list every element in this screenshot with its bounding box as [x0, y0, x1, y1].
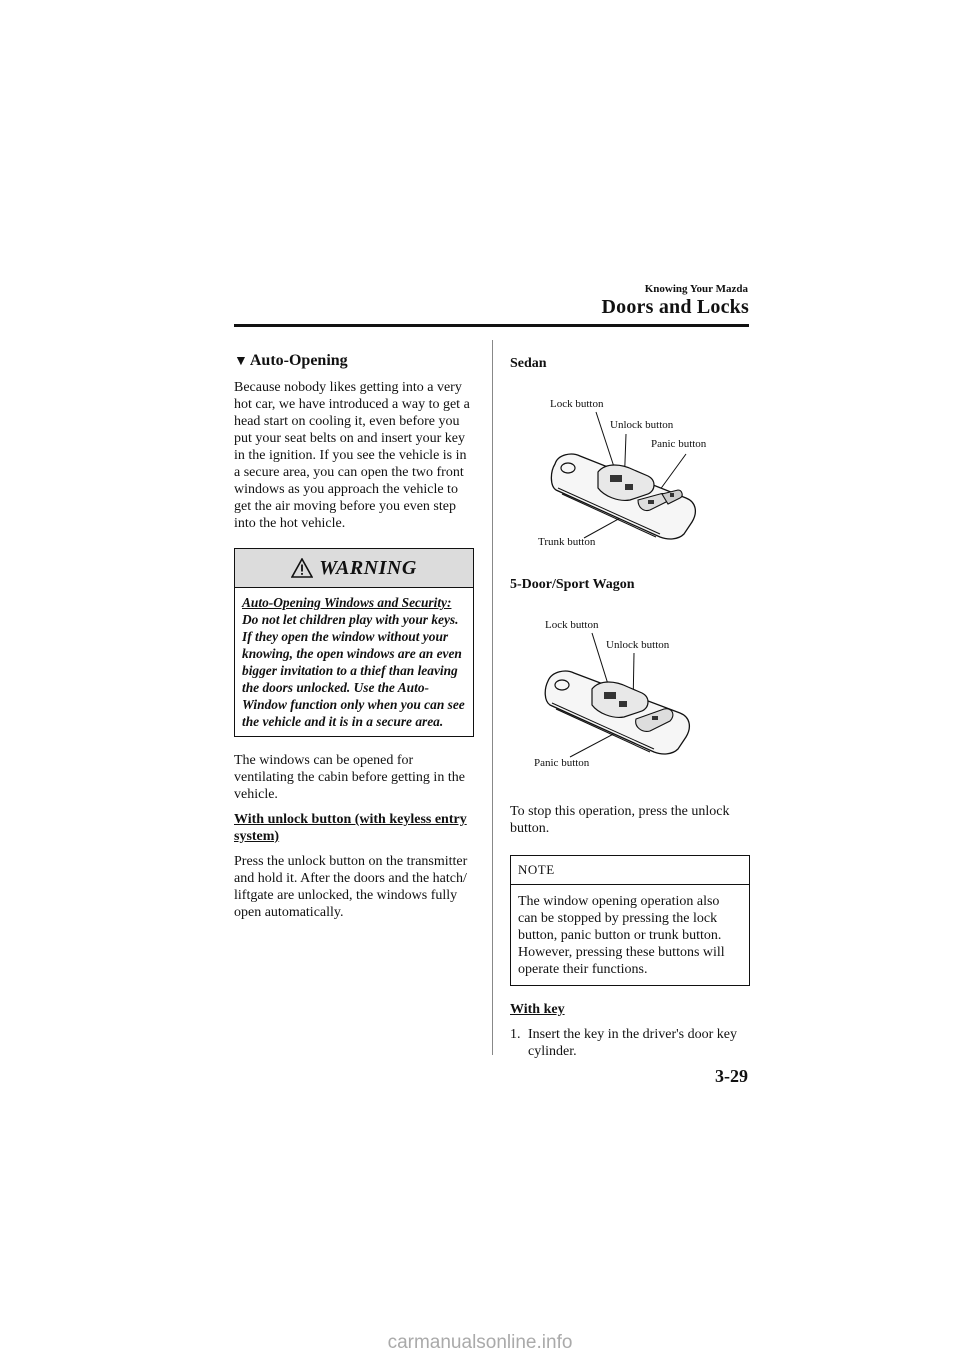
- warning-header: [235, 549, 473, 588]
- wagon-figure-title: 5-Door/Sport Wagon: [510, 577, 635, 592]
- wagon-lock-label: Lock button: [545, 619, 599, 631]
- sedan-key-figure: [510, 372, 750, 567]
- with-key-subheading: With key: [510, 1002, 565, 1017]
- warning-box: [234, 548, 474, 737]
- ventilating-paragraph: The windows can be opened for ventilating the cabin before getting in the vehicle.: [234, 753, 465, 802]
- warning-body: [235, 588, 473, 736]
- keyless-subheading: With unlock button (with keyless entry system): [234, 812, 467, 844]
- keyless-paragraph: Press the unlock button on the transmitter and hold it. After the doors and the hatch/ liftgate are unlocked, the windows fully open automatically.: [234, 854, 468, 920]
- note-label: NOTE: [511, 856, 749, 885]
- header-chapter: Knowing Your Mazda: [644, 283, 748, 295]
- step-1-text: Insert the key in the driver's door key cylinder.: [528, 1027, 737, 1059]
- note-body: The window opening operation also can be stopped by pressing the lock button, panic button or trunk button. However, pressing these buttons will operate their functions.: [518, 894, 725, 977]
- sedan-panic-label: Panic button: [651, 438, 707, 450]
- header-section-title: Doors and Locks: [601, 296, 749, 318]
- header-rule: [234, 324, 749, 327]
- sedan-lock-label: Lock button: [550, 398, 604, 410]
- step-1-number: 1.: [510, 1027, 521, 1042]
- warning-label: WARNING: [319, 556, 417, 579]
- sedan-unlock-label: Unlock button: [610, 419, 674, 431]
- warning-text: Do not let children play with your keys. If they open the window without your knowing, the open windows are an even bigger invitation to a thief than leaving the doors unlocked. Use the Auto-Window function only when you can see the vehicle and it is in a secure area.: [242, 612, 465, 729]
- step-1: [510, 1026, 750, 1060]
- wagon-key-figure: [510, 593, 750, 783]
- warning-triangle-icon: [291, 558, 313, 578]
- watermark: carmanualsonline.info: [387, 1332, 573, 1353]
- wagon-unlock-label: Unlock button: [606, 639, 670, 651]
- note-box: [510, 855, 750, 986]
- column-divider: [492, 340, 493, 1055]
- section-heading: [234, 352, 474, 370]
- left-column: [234, 352, 474, 921]
- wagon-panic-label: Panic button: [534, 757, 590, 769]
- section-title-text: Auto-Opening: [249, 352, 348, 369]
- sedan-key-fob-drawing: [510, 372, 750, 567]
- triangle-bullet-icon: ▼: [234, 354, 248, 369]
- warning-title: Auto-Opening Windows and Security:: [242, 595, 452, 610]
- right-column: [510, 356, 750, 1060]
- sedan-figure-title: Sedan: [510, 356, 547, 371]
- stop-paragraph: To stop this operation, press the unlock button.: [510, 804, 730, 836]
- page-number: 3-29: [715, 1066, 748, 1086]
- intro-paragraph: Because nobody likes getting into a very hot car, we have introduced a way to get a head start on cooling it, even before you put your seat belts on and insert your key in the ignition. If you see the vehicle is in a secure area, you can open the two front windows as you approach the vehicle to get the air moving before you even step into the hot vehicle.: [234, 380, 470, 531]
- wagon-key-fob-drawing: [510, 593, 750, 783]
- sedan-trunk-label: Trunk button: [538, 536, 596, 548]
